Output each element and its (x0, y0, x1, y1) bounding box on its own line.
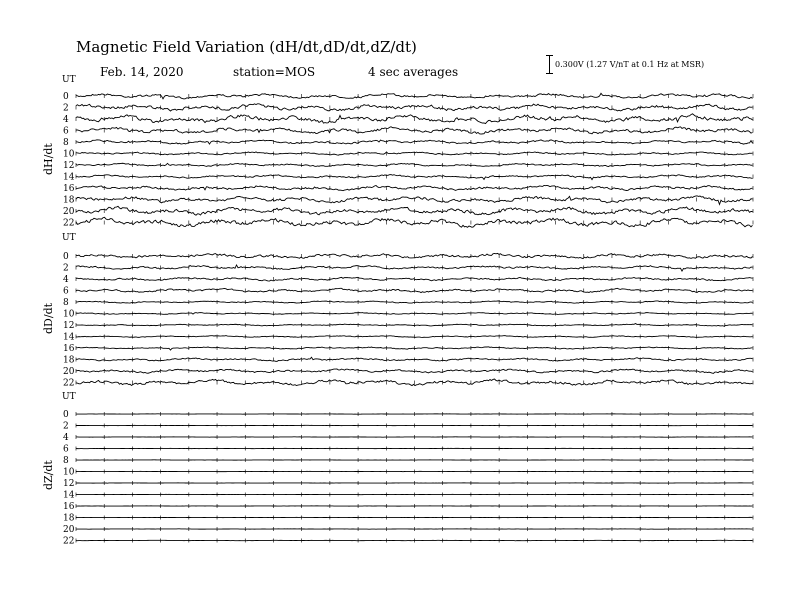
panel-2-row-label: 20 (63, 367, 75, 377)
panel-3 (63, 410, 753, 547)
averaging-label: 4 sec averages (368, 65, 459, 79)
panel-1-ylabel: dH/dt (42, 143, 55, 175)
panel-1-row-label: 22 (63, 218, 75, 229)
panel-1-row-label: 2 (63, 103, 69, 114)
panel-3-row-label: 22 (63, 536, 75, 547)
panel-3-trace-ut-22 (76, 540, 753, 541)
panel-1 (63, 92, 753, 229)
panel-3-row-label: 10 (63, 467, 75, 478)
panel-1-row-label: 12 (63, 161, 75, 171)
panel-2-row-label: 0 (63, 252, 69, 262)
panel-2-ut-label: UT (62, 233, 76, 243)
panel-3-ut-label: UT (62, 392, 76, 402)
panel-1-row-label: 18 (63, 195, 75, 206)
panel-1-row-label: 14 (63, 172, 75, 183)
panel-3-row-label: 14 (63, 490, 75, 501)
panel-3-row-label: 20 (63, 525, 75, 535)
scale-label: 0.300V (1.27 V/nT at 0.1 Hz at MSR) (555, 60, 705, 69)
panel-3-row-label: 18 (63, 513, 75, 524)
panel-2-row-label: 10 (63, 309, 75, 320)
panel-2-row-label: 8 (63, 298, 69, 308)
panel-1-row-label: 10 (63, 149, 75, 160)
panel-1-row-label: 4 (63, 115, 69, 125)
station-label: station=MOS (233, 65, 316, 79)
panel-3-row-label: 16 (63, 502, 75, 512)
chart-title: Magnetic Field Variation (dH/dt,dD/dt,dZ/dt) (76, 38, 417, 56)
panel-2-row-label: 6 (63, 286, 69, 297)
panel-3-row-label: 4 (63, 433, 69, 443)
panel-3-ylabel: dZ/dt (42, 460, 55, 490)
panel-1-ut-label: UT (62, 75, 76, 85)
date-label: Feb. 14, 2020 (100, 65, 184, 79)
panel-2-row-label: 4 (63, 275, 69, 285)
panel-2-row-label: 22 (63, 378, 75, 389)
panel-2-row-label: 12 (63, 321, 75, 331)
panel-1-trace-ut-6 (76, 127, 753, 134)
panel-1-trace-ut-20 (76, 206, 753, 215)
panel-3-row-label: 6 (63, 444, 69, 455)
panel-1-row-label: 8 (63, 138, 69, 148)
panel-1-row-label: 20 (63, 207, 75, 217)
panel-3-row-label: 8 (63, 456, 69, 466)
panel-1-row-label: 0 (63, 92, 69, 102)
panel-3-row-label: 2 (63, 421, 69, 432)
panel-3-row-label: 0 (63, 410, 69, 420)
panel-2-row-label: 14 (63, 332, 75, 343)
panel-2-row-label: 16 (63, 344, 75, 354)
panel-2-ylabel: dD/dt (42, 302, 55, 334)
panel-2 (63, 252, 753, 389)
panel-1-row-label: 6 (63, 126, 69, 137)
panel-3-row-label: 12 (63, 479, 75, 489)
panel-1-row-label: 16 (63, 184, 75, 194)
panel-2-row-label: 2 (63, 263, 69, 274)
panel-2-row-label: 18 (63, 355, 75, 366)
